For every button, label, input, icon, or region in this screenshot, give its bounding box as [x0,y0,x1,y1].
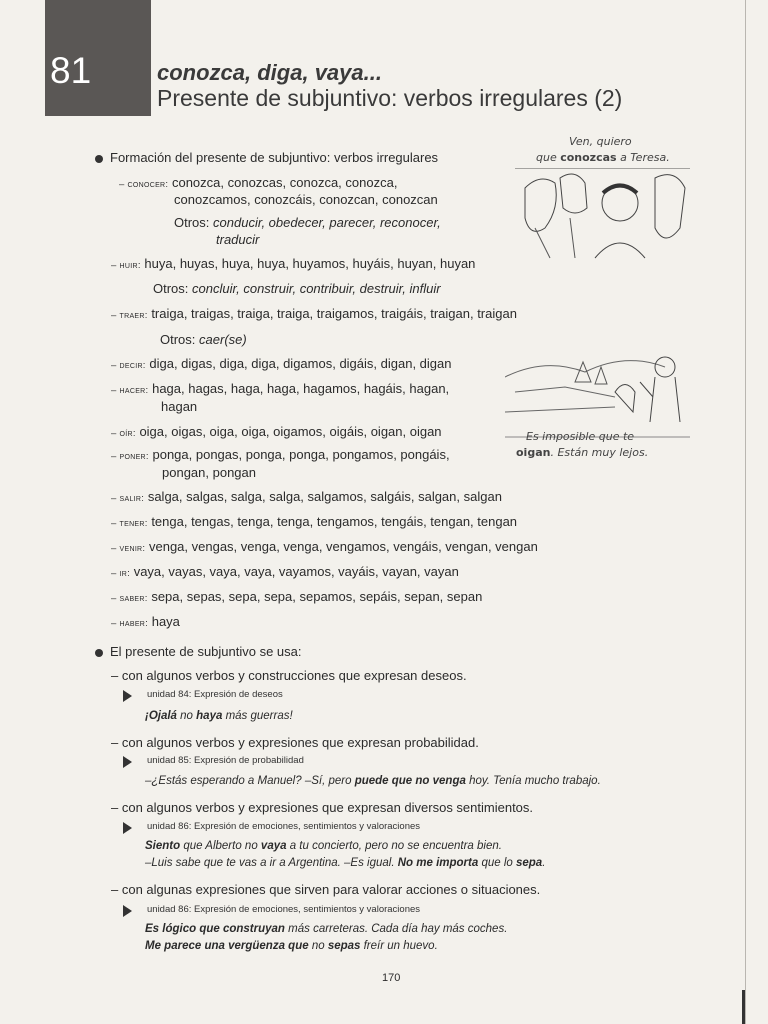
usage-item-3: – con algunos verbos y expresiones que expresan diversos sentimientos. [111,800,534,815]
page-edge-mark [742,990,745,1024]
page-number: 170 [382,972,401,984]
unit-reference-1: unidad 84: Expresión de deseos [147,689,283,700]
example-4: –Luis sabe que te vas a ir a Argentina. –Es igual. No me importa que lo sepa. [145,857,546,869]
verb-poner-forms2: pongan, pongan [162,465,256,480]
verb-label: – haber: [111,618,149,629]
section2-heading: El presente de subjuntivo se usa: [110,644,302,659]
verb-label: – tener: [111,518,148,529]
verb-oir [111,424,442,439]
verb-label: – saber: [111,593,148,604]
verb-forms: vaya, vayas, vaya, vaya, vayamos, vayáis, vayan, vayan [133,564,459,579]
arrow-icon [123,822,132,834]
arrow-icon [123,905,132,917]
verb-forms: diga, digas, diga, diga, digamos, digáis, digan, digan [149,356,452,371]
illustration-caption-mid-2: oigan. Están muy lejos. [516,446,649,459]
verb-label: – conocer: [119,179,169,190]
verb-huir-others [153,281,441,296]
section1-heading: Formación del presente de subjuntivo: verbos irregulares [110,150,439,165]
verb-hacer-forms2: hagan [161,399,198,414]
unit-reference-3: unidad 86: Expresión de emociones, sentimientos y valoraciones [147,821,421,832]
verb-label: – venir: [111,543,146,554]
usage-item-4: – con algunas expresiones que sirven para valorar acciones o situaciones. [111,882,541,897]
example-5: Es lógico que construyan más carreteras. Cada día hay más coches. [145,923,508,935]
verb-label: – salir: [111,493,145,504]
illustration-caption-top-2: que conozcas a Teresa. [536,151,670,164]
usage-item-1: – con algunos verbos y construcciones que expresan deseos. [111,668,467,683]
verb-forms: venga, vengas, venga, venga, vengamos, vengáis, vengan, vengan [148,539,538,554]
others-list: conducir, obedecer, parecer, reconocer, [213,215,441,230]
illustration-caption-top-1: Ven, quiero [569,135,632,148]
verb-forms: ponga, pongas, ponga, ponga, pongamos, pongáis, [152,447,450,462]
verb-forms: sepa, sepas, sepa, sepa, sepamos, sepáis, sepan, sepan [151,589,483,604]
unit-number: 81 [50,50,92,91]
verb-forms: salga, salgas, salga, salga, salgamos, salgáis, salgan, salgan [147,489,502,504]
others-list: caer(se) [199,332,247,347]
verb-label: – ir: [111,568,131,579]
verb-conocer-others2: traducir [216,232,260,247]
verb-huir [111,256,475,271]
verb-saber [111,589,482,604]
arrow-icon [123,690,132,702]
verb-label: – huir: [111,260,141,271]
verb-poner [111,447,450,462]
unit-title: conozca, diga, vaya... [157,60,382,85]
others-label: Otros: [174,215,210,230]
verb-conocer [119,175,397,190]
verb-label: – traer: [111,310,148,321]
verb-label: – poner: [111,451,149,462]
verb-decir [111,356,451,371]
verb-traer [111,306,517,321]
verb-forms: oiga, oigas, oiga, oiga, oigamos, oigáis, oigan, oigan [139,424,442,439]
verb-label: – decir: [111,360,146,371]
verb-hacer [111,381,449,396]
example-1: ¡Ojalá no haya más guerras! [145,710,293,722]
example-2: –¿Estás esperando a Manuel? –Sí, pero puede que no venga hoy. Tenía mucho trabajo. [145,775,601,787]
unit-reference-2: unidad 85: Expresión de probabilidad [147,755,304,766]
example-6: Me parece una vergüenza que no sepas freír un huevo. [145,940,438,952]
example-3: Siento que Alberto no vaya a tu concierto, pero no se encuentra bien. [145,840,502,852]
unit-subtitle: Presente de subjuntivo: verbos irregulares (2) [157,85,623,111]
verb-traer-others [160,332,247,347]
page-edge [745,0,746,1024]
verb-venir [111,539,538,554]
verb-label: – hacer: [111,385,149,396]
unit-reference-4: unidad 86: Expresión de emociones, sentimientos y valoraciones [147,904,421,915]
others-label: Otros: [153,281,189,296]
verb-forms: huya, huyas, huya, huya, huyamos, huyáis, huyan, huyan [144,256,476,271]
illustration-people-meeting [515,168,690,260]
verb-forms: tenga, tengas, tenga, tenga, tengamos, tengáis, tengan, tengan [151,514,518,529]
verb-forms: conozca, conozcas, conozca, conozca, [171,175,398,190]
usage-item-2: – con algunos verbos y expresiones que expresan probabilidad. [111,735,479,750]
arrow-icon [123,756,132,768]
verb-tener [111,514,517,529]
verb-conocer-forms2: conozcamos, conozcáis, conozcan, conozcan [174,192,438,207]
verb-label: – oír: [111,428,136,439]
illustration-caption-mid-1: Es imposible que te [526,430,635,443]
verb-conocer-others [174,215,441,230]
others-list: concluir, construir, contribuir, destruir, influir [192,281,441,296]
verb-ir [111,564,459,579]
verb-forms: traiga, traigas, traiga, traiga, traigamos, traigáis, traigan, traigan [151,306,517,321]
verb-forms: haga, hagas, haga, haga, hagamos, hagáis, hagan, [152,381,450,396]
verb-salir [111,489,502,504]
verb-forms: haya [151,614,180,629]
verb-haber [111,614,180,629]
others-label: Otros: [160,332,196,347]
